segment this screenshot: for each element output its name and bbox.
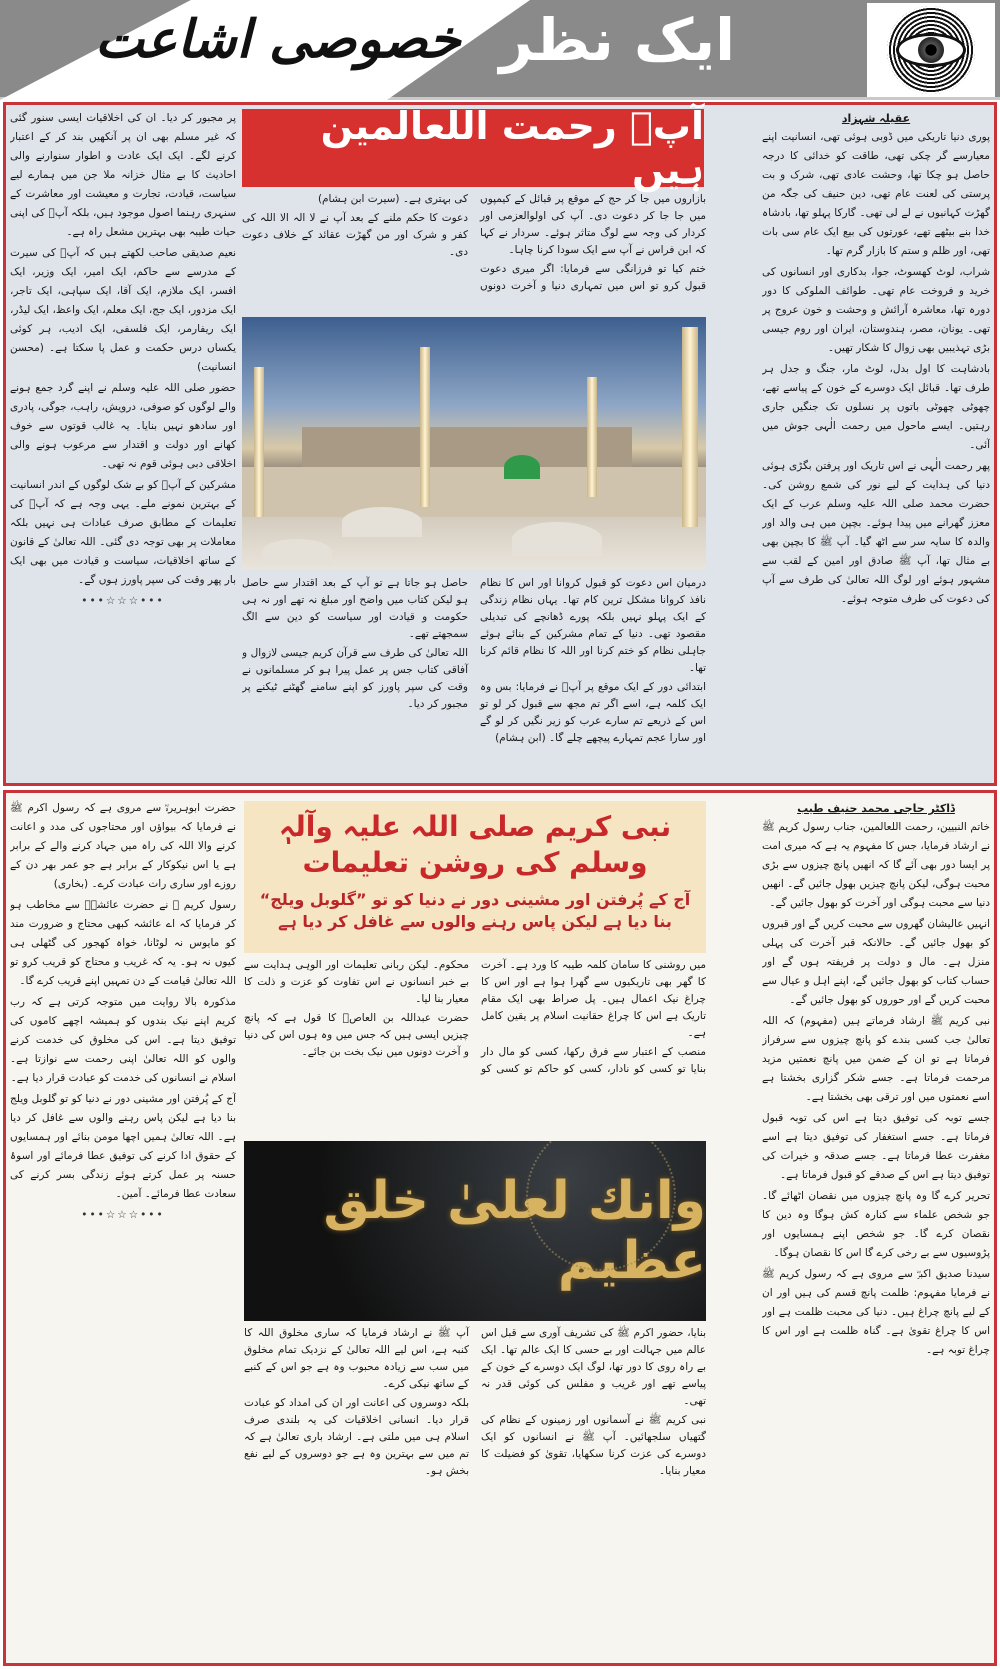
paragraph: حضور صلی اللہ علیہ وسلم نے اپنے گرد جمع ہونے والے لوگوں کو صوفی، درویش، راہب، جوگی، پادری اور سادھو نہیں بنایا۔ یہ غالب قوتوں سے خوف کھانے اور دولت و اقتدار سے مرعوب ہونے والی اخلاقی دبی ہوئی قوم نہ تھی۔: [10, 382, 236, 470]
end-mark: •••☆☆☆•••: [81, 595, 165, 607]
article2-center-bottom: [244, 1325, 706, 1661]
article2-center-top: [244, 957, 706, 1137]
article2-right-column: [762, 799, 990, 1661]
madina-mosque-photo: [242, 317, 706, 569]
paragraph: رسول کریم ﷺ نے حضرت عائشہؓ سے مخاطب ہو کر فرمایا کہ اے عائشہ کبھی محتاج و ضرورت مند کو مایوس نہ لوٹانا، خواہ کھجور کی گٹھلی ہی کیوں نہ ہو۔ یہ کہ غریب و محتاج کو قریب کرو تو اللہ تعالیٰ قیامت کے دن تمہیں اپنے قریب کرے گا۔: [10, 899, 236, 987]
paragraph: بادشاہت کا اول بدل، لوٹ مار، جنگ و جدل ہر طرف تھا۔ قبائل ایک دوسرے کے خون کے پیاسے تھے، چھوٹی چھوٹی باتوں پر نسلوں تک جنگیں جاری رہتیں۔ ایسے ماحول میں رحمت الٰہی جوش میں آئی۔: [762, 363, 990, 451]
masthead-subtitle: خصوصی اشاعت: [95, 10, 461, 70]
paragraph: ابتدائی دور کے ایک موقع پر آپؐ نے فرمایا: بس وہ ایک کلمہ ہے، اسے اگر تم مجھ سے قبول کر لو تو اس کے ذریعے تم سارے عرب کو زیر نگیں کر لو گے اور سارا عجم تمہارے پیچھے چلے گا۔ (ابن ہشام): [480, 681, 706, 744]
paragraph: بلکہ دوسروں کی اعانت اور ان کی امداد کو عبادت قرار دیا۔ انسانی اخلاقیات کی یہ بلندی صرف اسلام ہی میں ملتی ہے۔ ارشاد باری تعالیٰ ہے کہ تم میں سے بہترین وہ ہے جو دوسروں کے لیے نفع بخش ہو۔: [244, 1397, 469, 1477]
eye-icon: [867, 3, 995, 97]
paragraph: انہیں عالیشان گھروں سے محبت کریں گے اور قبروں کو بھول جائیں گے۔ حالانکہ قبر آخرت کی پہلی منزل ہے۔ مال و دولت پر فریفتہ ہوں گے اور حساب کتاب کو بھول جائیں گے، اپنے اہل و عیال سے محبت کریں گے اور حوروں کو بھول جائیں گے۔: [762, 918, 990, 1006]
headline: آپؐ رحمت اللعالمین ہیں: [242, 109, 704, 187]
paragraph: نبی کریم ﷺ ارشاد فرماتے ہیں (مفہوم) کہ اللہ تعالیٰ جب کسی بندے کو پانچ چیزوں سے سرفراز فرماتا ہے تو ان کے ضمن میں پانچ نعمتیں مزید مرحمت فرماتا ہے۔ جسے شکر گزاری بخشتا ہے اسے نعمتوں میں اور ترقی بھی بخشتا ہے۔: [762, 1015, 990, 1103]
paragraph: آج کے پُرفتن اور مشینی دور نے دنیا کو تو گلوبل ویلج بنا دیا ہے لیکن پاس رہنے والوں سے غافل کر دیا ہے۔ اللہ تعالیٰ ہمیں اچھا مومن بنائے اور ہمسایوں کے حقوق ادا کرنے کی توفیق عطا فرمائے اور اسوۂ حسنہ پر عمل کرتے ہوئے زندگی بسر کرنے کی سعادت عطا فرمائے۔ آمین۔: [10, 1093, 236, 1200]
article1-left-column: [10, 109, 236, 781]
paragraph: نعیم صدیقی صاحب لکھتے ہیں کہ آپؐ کی سیرت کے مدرسے سے حاکم، ایک امیر، ایک وزیر، ایک افسر، ایک ملازم، ایک آقا، ایک سپاہی، ایک تاجر، ایک مزدور، ایک جج، ایک معلم، ایک واعظ، ایک لیڈر، ایک ریفارمر، ایک فلسفی، ایک ادیب، ہر کوئی یکساں درس حکمت و عمل پا سکتا ہے۔ (محسن انسانیت): [10, 247, 236, 373]
paragraph: ختم کیا تو فرزانگی سے فرمایا: اگر میری دعوت قبول کرو تو اس میں تمہاری دنیا و آخرت دونوں کی بہتری ہے۔ (سیرت ابن ہشام): [317, 193, 706, 292]
article1-center-top: [242, 191, 706, 313]
paragraph: مشرکین کے آپؐ کو بے شک لوگوں کے اندر انسانیت کے بہترین نمونے ملے۔ یہی وجہ ہے کہ آپؐ کی تعلیمات کے مطابق صرف عبادات ہی نہیں بلکہ معاملات پر بھی توجہ دی گئی۔ اللہ تعالیٰ کے قانون کے ساتھ اخلاقیات، سیاست و قیادت میں بھی ایک بار پھر وقت کی سپر پاورز ہوں گے۔: [10, 479, 236, 586]
article1-right-column: [762, 109, 990, 781]
paragraph: پر مجبور کر دیا۔ ان کی اخلاقیات ایسی سنور گئی کہ غیر مسلم بھی ان پر آنکھیں بند کر کے اعتبار کرنے لگے۔ ایک ایک عادت و اطوار سنوارنے والی احادیث کا بے مثال خزانہ ملا جن میں ہمارے لیے سیاست، قیادت، تجارت و معیشت اور معاشرت کے سنہری رہنما اصول موجود ہیں، بلکہ آپؐ کی اپنی حیات طیبہ بھی بہترین مشعل راہ ہے۔: [10, 112, 236, 238]
paragraph: جسے توبہ کی توفیق دیتا ہے اس کی توبہ قبول فرماتا ہے۔ جسے استغفار کی توفیق دیتا ہے اسے مغفرت عطا فرماتا ہے۔ جسے صدقہ و خیرات کی توفیق دیتا ہے اس کے صدقے کو قبول فرماتا ہے۔: [762, 1112, 990, 1181]
article2-left-column: [10, 799, 236, 1661]
paragraph: دعوت کا حکم ملنے کے بعد آپ نے لا الہ الا اللہ کی کفر و شرک اور من گھڑت عقائد کے خلاف دعوت دی۔: [242, 212, 468, 258]
paragraph: منصب کے اعتبار سے فرق رکھا، کسی کو مال دار بنایا تو کسی کو نادار، کسی کو حاکم تو کسی کو محکوم۔ لیکن ربانی تعلیمات اور الوہی ہدایت سے بے خبر انسانوں نے اس تفاوت کو عزت و ذلت کا معیار بنا لیا۔: [244, 959, 706, 1075]
paragraph: میں روشنی کا سامان کلمہ طیبہ کا ورد ہے۔ آخرت کا گھر بھی تاریکیوں سے گھرا ہوا ہے اور اس کا چراغ نیک اعمال ہیں۔ پل صراط بھی ایک مقام تاریک ہے اس کا چراغ حقانیت اسلام پر یقین کامل ہے۔: [481, 959, 706, 1039]
paragraph: حضرت عبداللہ بن العاصؓ کا قول ہے کہ پانچ چیزیں ایسی ہیں کہ جس میں وہ ہوں اس کی دنیا و آخرت دونوں میں نیک بخت بن جائے۔: [244, 1012, 469, 1058]
paragraph: حضرت ابوہریرہؓ سے مروی ہے کہ رسول اکرم ﷺ نے فرمایا کہ بیواؤں اور محتاجوں کی مدد و اعانت کرنے والا اللہ کی راہ میں جہاد کرنے والے کے برابر ہے یا اس نیکوکار کے برابر ہے جو عمر بھر دن کے روزے اور ساری رات عبادت کرے۔ (بخاری): [10, 802, 236, 890]
subheadline: آج کے پُرفتن اور مشینی دور نے دنیا کو تو ”گلوبل ویلج“ بنا دیا ہے لیکن پاس رہنے والوں سے غافل کر دیا ہے: [259, 890, 691, 931]
paragraph: درمیان اس دعوت کو قبول کروانا اور اس کا نظام نافذ کروانا مشکل ترین کام تھا۔ یہاں نظام زندگی کے ایک پہلو نہیں بلکہ پورے ڈھانچے کی تبدیلی مقصود تھی۔ دنیا کے تمام مشرکین کے بنائے ہوئے جاہلی نظام کو ختم کرنا اور اللہ کا نظام قائم کرنا تھا۔: [480, 577, 706, 674]
paragraph: خاتم النبیین، رحمت اللعالمین، جناب رسول کریم ﷺ نے ارشاد فرمایا، جس کا مفہوم یہ ہے کہ میری امت پر ایسا دور بھی آئے گا کہ انھیں پانچ چیزوں سے بڑی محبت ہوگی، لیکن پانچ چیزیں بھول جائیں گے۔ انھیں دنیا سے محبت ہوگی اور آخرت کو بھول جائیں گے۔: [762, 821, 990, 909]
calligraphy-image: [244, 1141, 706, 1321]
paragraph: آپ ﷺ نے ارشاد فرمایا کہ ساری مخلوق اللہ کا کنبہ ہے، اس لیے اللہ تعالیٰ کے نزدیک تمام مخلوق میں سب سے زیادہ محبوب وہ ہے جو اس کے کنبے کے ساتھ نیکی کرے۔: [244, 1327, 469, 1390]
paragraph: پھر رحمت الٰہی نے اس تاریک اور پرفتن بگڑی ہوئی دنیا کی ہدایت کے لیے نور کی شمع روشن کی۔ حضرت محمد صلی اللہ علیہ وسلم عرب کے ایک معزز گھرانے میں پیدا ہوئے۔ بچپن میں ہی والد اور والدہ کا سایہ سر سے اٹھ گیا۔ آپ ﷺ کا بچپن بھی بے مثال تھا، آپ ﷺ صادق اور امین کے لقب سے مشہور ہوئے اور لوگ اللہ تعالیٰ کی طرف سے آپ کی دعوت کی طرف متوجہ ہوئے۔: [762, 460, 990, 605]
paragraph: پوری دنیا تاریکی میں ڈوبی ہوئی تھی، انسانیت اپنے معیارسے گر چکی تھی، طاقت کو خدائی کا درجہ حاصل ہو چکا تھا، وحشت عادی تھی، شرک و بت پرستی کی لعنت عام تھی، دین حنیف کی جگہ من گھڑت کہانیوں نے لے لی تھی۔ گارکا پہلو تھا، بادشاہ خدا بنے بیٹھے تھے، عورتوں کی بیع ایک عام سی بات تھی، اور ظلم و ستم کا بازار گرم تھا۔: [762, 131, 990, 257]
paragraph: نبی کریم ﷺ نے آسمانوں اور زمینوں کے نظام کی گتھیاں سلجھائیں۔ آپ ﷺ نے انسانوں کو ایک دوسرے کی عزت کرنا سکھایا، تقویٰ کو فضیلت کا معیار بنایا۔: [481, 1414, 706, 1477]
end-mark: •••☆☆☆•••: [81, 1209, 165, 1221]
article1-center-bottom: [242, 575, 706, 781]
paragraph: اللہ تعالیٰ کی طرف سے قرآن کریم جیسی لازوال و آفاقی کتاب جس پر عمل پیرا ہو کر مسلمانوں نے وقت کی سپر پاورز کو اپنے سامنے گھٹنے ٹیکنے پر مجبور کر دیا۔: [242, 647, 468, 710]
paragraph: سیدنا صدیق اکبرؓ سے مروی ہے کہ رسول کریم ﷺ نے فرمایا مفہوم: ظلمت پانچ قسم کی ہیں اور ان کے لیے پانچ چراغ ہیں۔ دنیا کی محبت ظلمت ہے اور اس کا چراغ تقویٰ ہے۔ گناہ ظلمت ہے اور اس کا چراغ توبہ ہے۔: [762, 1268, 990, 1356]
byline: ڈاکٹر حاجی محمد حنیف طیب: [797, 802, 955, 815]
masthead-title: ایک نظر: [499, 6, 735, 74]
paragraph: شراب، لوٹ کھسوٹ، جوا، بدکاری اور انسانوں کی خرید و فروخت عام تھی۔ طوائف الملوکی کا دور دورہ تھا، معاشرہ آرائش و وحشت و خون عروج پر تھی۔ یونان، مصر، ہندوستان، ایران اور روم جیسی بڑی تہذیبیں بھی زوال کا شکار تھیں۔: [762, 266, 990, 354]
calligraphy-text: وانك لعلىٰ خلق عظيم: [323, 1171, 706, 1291]
paragraph: تحریر کرے گا وہ پانچ چیزوں میں نقصان اٹھائے گا۔ جو شخص علماء سے کنارہ کش ہوگا وہ دین کا نقصان کرے گا۔ جو شخص اپنے ہمسایوں اور پڑوسیوں سے بے رخی کرے گا اس کا نقصان ہوگا۔: [762, 1190, 990, 1259]
headline-box: [244, 801, 706, 953]
paragraph: بازاروں میں جا کر حج کے موقع پر قبائل کے کیمپوں میں جا جا کر دعوت دی۔ آپ کی اولوالعزمی اور کردار کی وجہ سے لوگ متاثر ہوئے۔ سردار نے کہا کہ ابن فراس نے آپ سے ایک سودا کرنا چاہا۔: [480, 193, 706, 256]
article-roshan-taleemat: [3, 790, 997, 1666]
masthead: [0, 0, 1000, 100]
paragraph: مذکورہ بالا روایت میں متوجہ کرتی ہے کہ رب کریم اپنے نیک بندوں کو ہمیشہ اچھے کاموں کی توفیق دیتا ہے۔ اس کی مخلوق کی خدمت کرنے والوں کو اللہ تعالیٰ اپنی رحمت سے نوازتا ہے۔ اسلام نے انسانوں کی خدمت کو عبادت قرار دیا ہے۔: [10, 996, 236, 1084]
article-rahmat: [3, 102, 997, 786]
headline: نبی کریم صلی اللہ علیہ وآلہٖ وسلم کی روشن تعلیمات: [278, 810, 672, 879]
byline: عقیلہ شہزاد: [841, 112, 911, 125]
paragraph: حاصل ہو جاتا ہے تو آپ کے بعد اقتدار سے حاصل ہو لیکن کتاب میں واضح اور مبلغ نہ تھے اور نہ ہی حکومت و قیادت اور سیاست کو دین سے الگ سمجھتے تھے۔: [242, 577, 468, 640]
paragraph: بنایا، حضور اکرم ﷺ کی تشریف آوری سے قبل اس عالم میں جہالت اور بے حسی کا ایک عالم تھا۔ ایک بے راہ روی کا دور تھا، لوگ ایک دوسرے کے خون کے پیاسے تھے اور غریب و مفلس کی کوئی قدر نہ تھی۔: [481, 1327, 706, 1407]
